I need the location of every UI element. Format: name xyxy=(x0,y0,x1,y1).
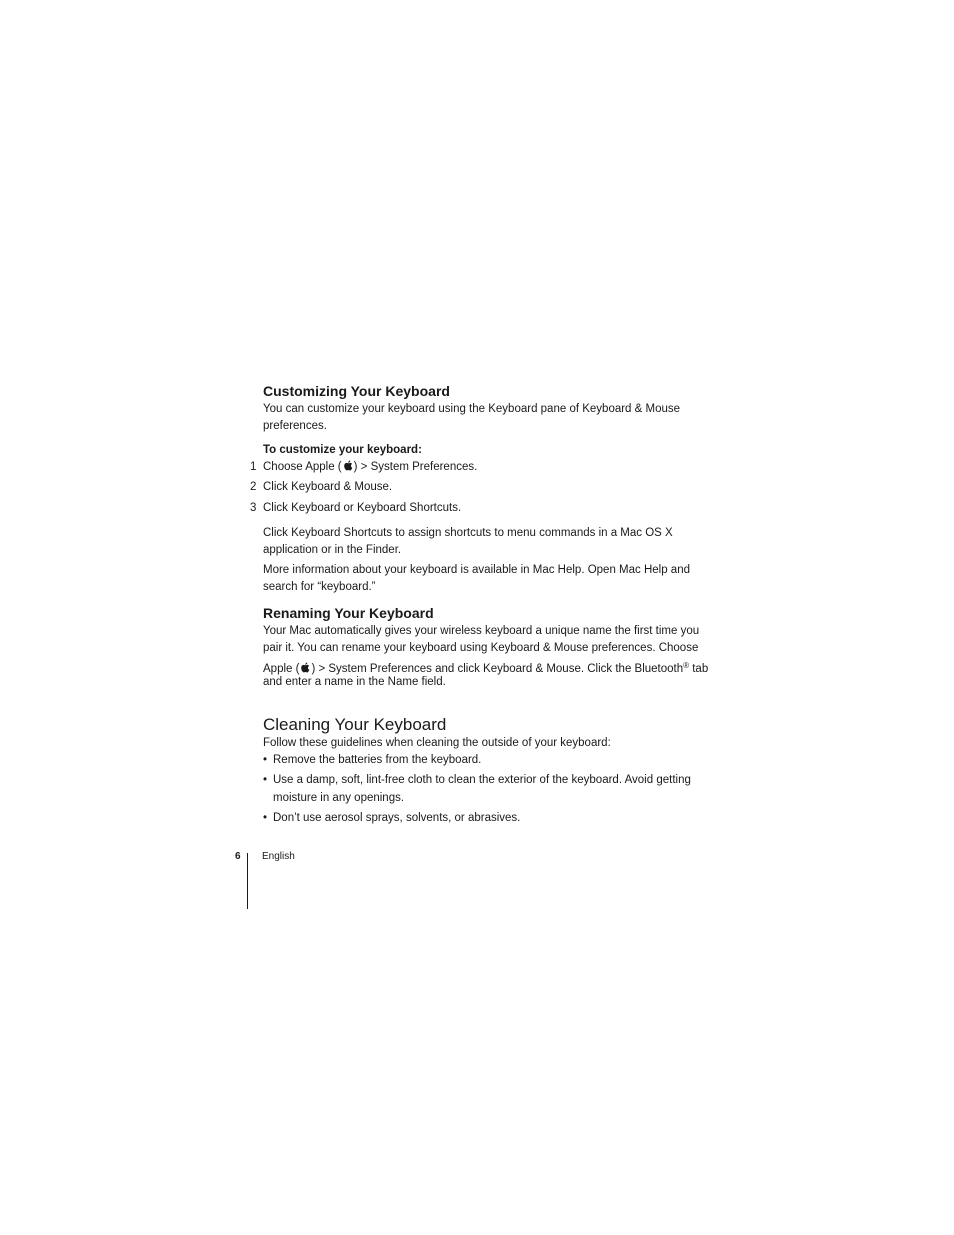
page-number: 6 xyxy=(235,851,241,862)
step-3: Click Keyboard or Keyboard Shortcuts. xyxy=(263,502,462,514)
note2-line2: search for “keyboard.” xyxy=(263,581,376,593)
renaming-line2: pair it. You can rename your keyboard using Keyboard & Mouse preferences. Choose xyxy=(263,642,699,654)
step-number-3: 3 xyxy=(250,502,257,514)
step-1 xyxy=(263,459,477,476)
cleaning-intro: Follow these guidelines when cleaning the outside of your keyboard: xyxy=(263,737,611,749)
renaming-line3-pre: Apple ( xyxy=(263,663,300,675)
step-number-1: 1 xyxy=(250,461,257,473)
note1-line2: application or in the Finder. xyxy=(263,544,402,556)
heading-cleaning: Cleaning Your Keyboard xyxy=(263,715,447,734)
registered-mark: ® xyxy=(683,661,690,670)
renaming-line4: and enter a name in the Name field. xyxy=(263,676,446,688)
footer-language: English xyxy=(262,851,295,862)
heading-renaming: Renaming Your Keyboard xyxy=(263,605,434,621)
note2-line1: More information about your keyboard is available in Mac Help. Open Mac Help and xyxy=(263,564,690,576)
bullet-1: Remove the batteries from the keyboard. xyxy=(273,754,482,766)
procedure-title: To customize your keyboard: xyxy=(263,444,422,456)
bullet-marker: • xyxy=(263,774,268,786)
renaming-line1: Your Mac automatically gives your wireless keyboard a unique name the first time you xyxy=(263,625,700,637)
bullet-2-line1: Use a damp, soft, lint-free cloth to clean the exterior of the keyboard. Avoid getting xyxy=(273,774,691,786)
apple-logo-icon xyxy=(300,662,310,673)
note1-line1: Click Keyboard Shortcuts to assign shortcuts to menu commands in a Mac OS X xyxy=(263,527,673,539)
customizing-intro-line1: You can customize your keyboard using the Keyboard pane of Keyboard & Mouse xyxy=(263,403,681,415)
heading-customizing: Customizing Your Keyboard xyxy=(263,383,450,399)
apple-logo-icon xyxy=(343,460,353,471)
step-1-post: ) > System Preferences. xyxy=(353,461,478,473)
step-2: Click Keyboard & Mouse. xyxy=(263,481,393,493)
step-1-pre: Choose Apple ( xyxy=(263,461,342,473)
renaming-line3-post: tab xyxy=(689,663,709,675)
step-number-2: 2 xyxy=(250,481,257,493)
customizing-intro-line2: preferences. xyxy=(263,420,327,432)
bullet-2-line2: moisture in any openings. xyxy=(273,792,405,804)
bullet-marker: • xyxy=(263,812,268,824)
folio-divider xyxy=(247,853,248,909)
bullet-3: Don’t use aerosol sprays, solvents, or abrasives. xyxy=(273,812,521,824)
renaming-line3-mid: ) > System Preferences and click Keyboard & Mouse. Click the Bluetooth xyxy=(311,663,684,675)
bullet-marker: • xyxy=(263,754,268,766)
